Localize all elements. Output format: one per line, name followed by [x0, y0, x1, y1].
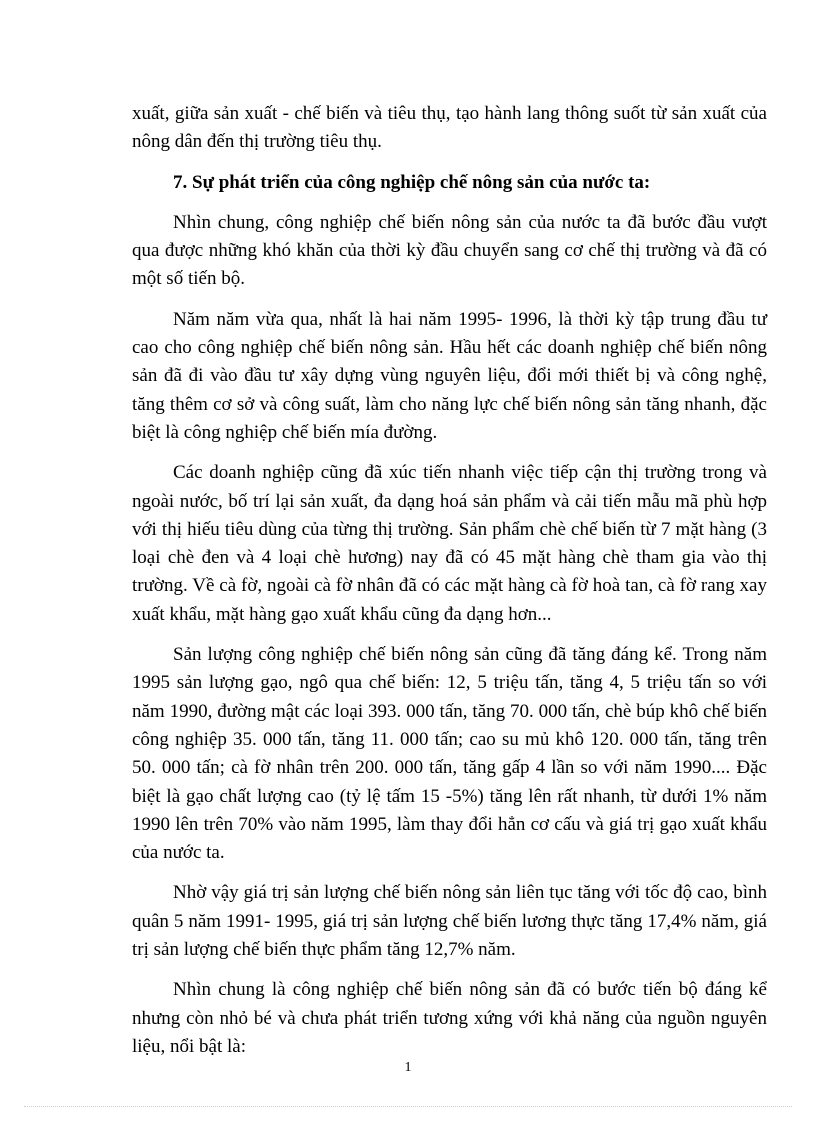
paragraph: Năm năm vừa qua, nhất là hai năm 1995- 1996, là thời kỳ tập trung đầu tư cao cho công nghiệp chế biến nông sản. Hầu hết các doanh nghiệp chế biến nông sản đã đi vào đầu tư xây dựng vùng nguyên liệu, đổi mới thiết bị và công nghệ, tăng thêm cơ sở và công suất, làm cho năng lực chế biến nông sản tăng nhanh, đặc biệt là công nghiệp chế biến mía đường. — [132, 308, 767, 443]
paragraph: Nhìn chung là công nghiệp chế biến nông sản đã có bước tiến bộ đáng kể nhưng còn nhỏ bé và chưa phát triển tương xứng với khả năng của nguồn nguyên liệu, nổi bật là: — [132, 979, 767, 1057]
document-body — [132, 100, 767, 1073]
paragraph: Sản lượng công nghiệp chế biến nông sản cũng đã tăng đáng kể. Trong năm 1995 sản lượng gạo, ngô qua chế biến: 12, 5 triệu tấn, tăng 4, 5 triệu tấn so với năm 1990, đường mật các loại 393. 000 tấn, tăng 70. 000 tấn, chè búp khô chế biến công nghiệp 35. 000 tấn, tăng 11. 000 tấn; cao su mủ khô 120. 000 tấn, tăng trên 50. 000 tấn; cà fờ nhân trên 200. 000 tấn, tăng gấp 4 lần so với năm 1990.... Đặc biệt là gạo chất lượng cao (tỷ lệ tấm 15 -5%) tăng lên rất nhanh, từ dưới 1% năm 1990 lên trên 70% vào năm 1995, làm thay đổi hẳn cơ cấu và giá trị gạo xuất khẩu của nước ta. — [132, 644, 767, 864]
paragraph: Nhìn chung, công nghiệp chế biến nông sản của nước ta đã bước đầu vượt qua được những khó khăn của thời kỳ đầu chuyển sang cơ chế thị trường và đã có một số tiến bộ. — [132, 211, 767, 290]
paragraph: Nhờ vậy giá trị sản lượng chế biến nông sản liên tục tăng với tốc độ cao, bình quân 5 năm 1991- 1995, giá trị sản lượng chế biến lương thực tăng 17,4% năm, giá trị sản lượng chế biến thực phẩm tăng 12,7% năm. — [132, 882, 767, 961]
paragraph-continuation: xuất, giữa sản xuất - chế biến và tiêu thụ, tạo hành lang thông suốt từ sản xuất của nông dân đến thị trường tiêu thụ. — [132, 103, 767, 153]
paragraph: Các doanh nghiệp cũng đã xúc tiến nhanh việc tiếp cận thị trường trong và ngoài nước, bố trí lại sản xuất, đa dạng hoá sản phẩm và cải tiến mẫu mã phù hợp với thị hiếu tiêu dùng của từng thị trường. Sản phẩm chè chế biến từ 7 mặt hàng (3 loại chè đen và 4 loại chè hương) nay đã có 45 mặt hàng chè tham gia vào thị trường. Về cà fờ, ngoài cà fờ nhân đã có các mặt hàng cà fờ hoà tan, cà fờ rang xay xuất khẩu, mặt hàng gạo xuất khẩu cũng đa dạng hơn... — [132, 462, 767, 625]
page-number: 1 — [404, 1060, 412, 1075]
page-bottom-divider — [24, 1106, 792, 1107]
section-heading: 7. Sự phát triển của công nghiệp chế nông sản của nước ta: — [173, 171, 651, 193]
